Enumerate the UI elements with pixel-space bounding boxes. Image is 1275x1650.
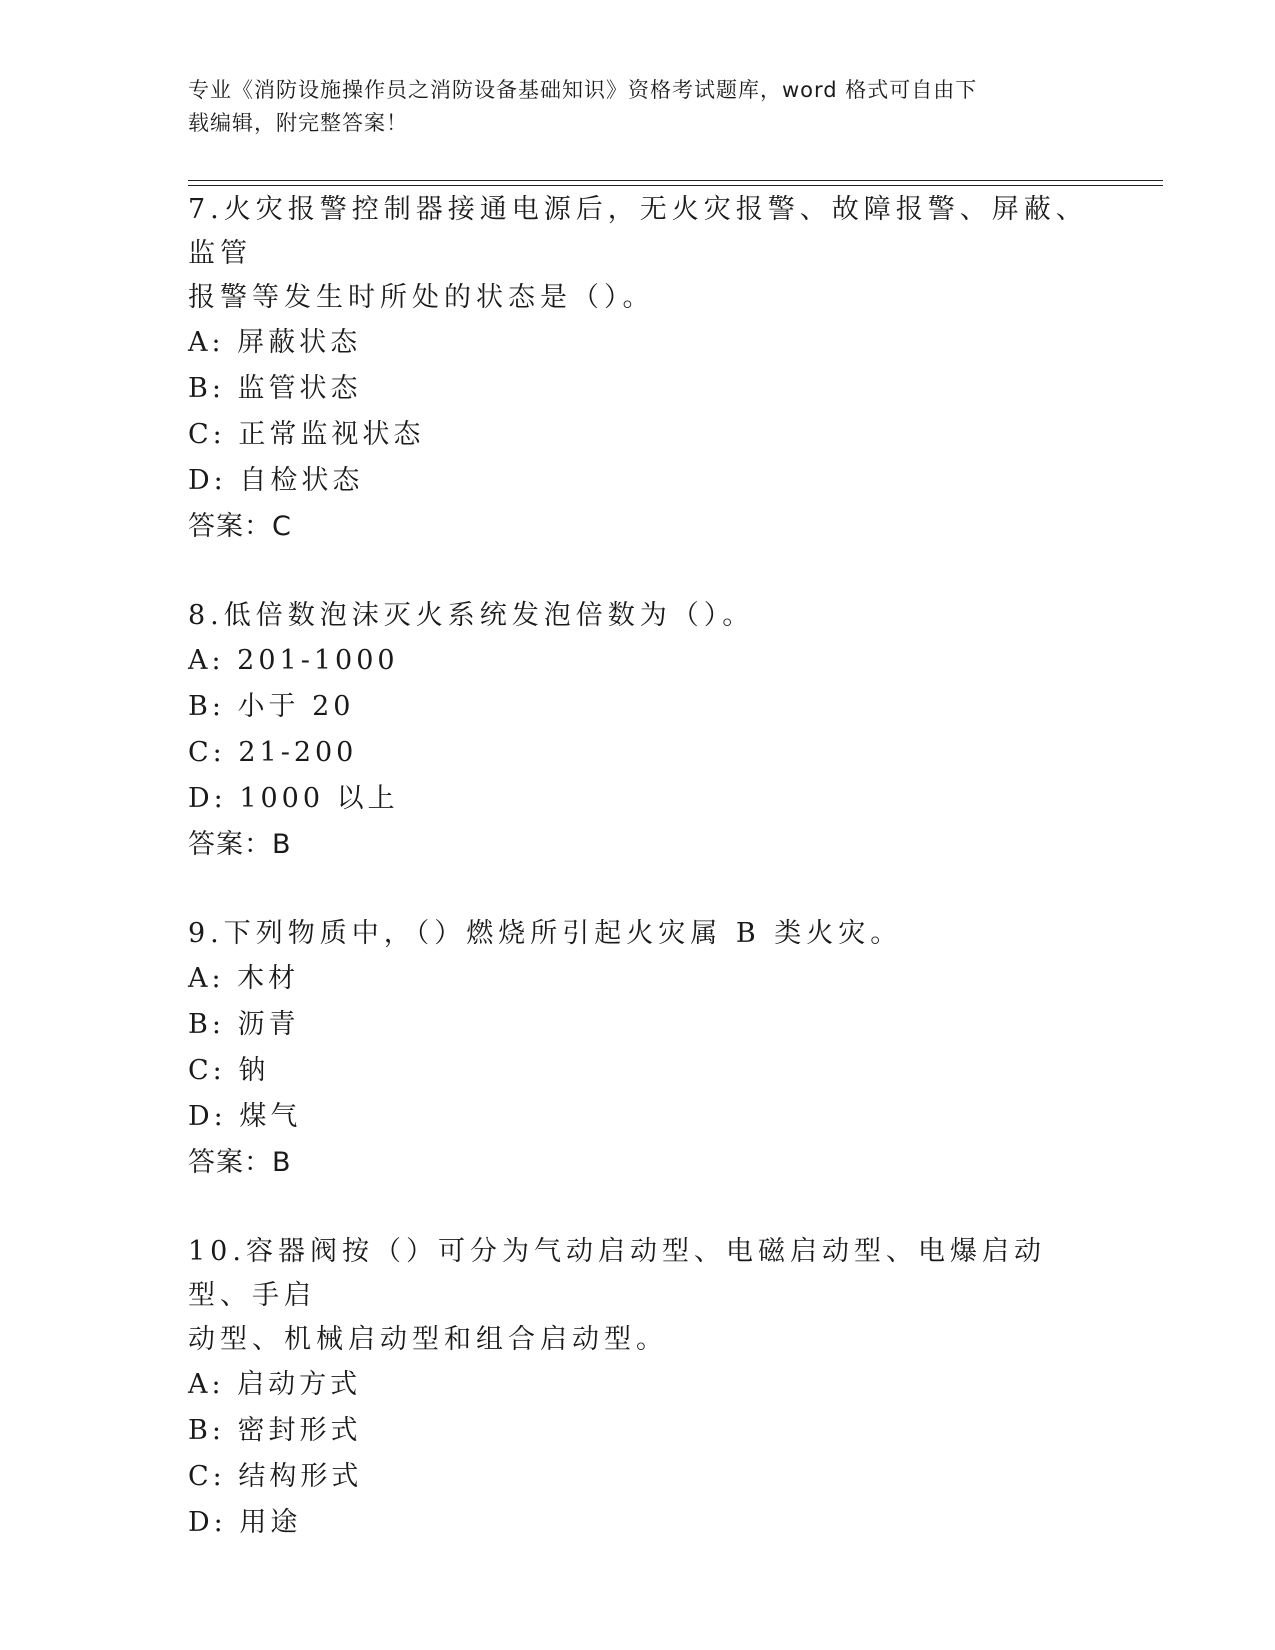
answer: 答案：B xyxy=(188,1147,292,1178)
option-a: A: 木材 xyxy=(188,963,300,994)
option-d: D: 煤气 xyxy=(188,1101,302,1132)
option-a: A: 启动方式 xyxy=(188,1369,362,1400)
question-text: 10.容器阀按（）可分为气动启动型、电磁启动型、电爆启动型、手启 xyxy=(188,1236,1046,1311)
option-b: B: 密封形式 xyxy=(188,1415,362,1446)
option-a: A: 201-1000 xyxy=(188,645,399,676)
question-text: 9.下列物质中，（）燃烧所引起火灾属 B 类火灾。 xyxy=(188,918,903,949)
header-divider-top xyxy=(188,180,1163,181)
option-c: C: 21-200 xyxy=(188,737,358,768)
option-c: C: 结构形式 xyxy=(188,1461,363,1492)
question-9 xyxy=(188,912,1088,1186)
header-divider-bottom xyxy=(188,185,1163,186)
header-line-2: 载编辑，附完整答案！ xyxy=(188,111,408,135)
option-c: C: 钠 xyxy=(188,1055,270,1086)
question-text: 7.火灾报警控制器接通电源后，无火灾报警、故障报警、屏蔽、监管 xyxy=(188,194,1088,269)
option-b: B: 小于 20 xyxy=(188,691,355,722)
option-a: A: 屏蔽状态 xyxy=(188,327,362,358)
option-d: D: 1000 以上 xyxy=(188,783,399,814)
answer: 答案：C xyxy=(188,511,292,542)
question-text-continued: 报警等发生时所处的状态是（）。 xyxy=(188,282,655,313)
option-b: B: 沥青 xyxy=(188,1009,300,1040)
question-list xyxy=(188,188,1088,1546)
option-c: C: 正常监视状态 xyxy=(188,419,425,450)
option-b: B: 监管状态 xyxy=(188,373,362,404)
document-header xyxy=(188,74,1088,140)
question-7 xyxy=(188,188,1088,550)
question-8 xyxy=(188,594,1088,868)
question-10 xyxy=(188,1230,1088,1546)
header-line-1: 专业《消防设施操作员之消防设备基础知识》资格考试题库，word 格式可自由下 xyxy=(188,78,978,102)
answer: 答案：B xyxy=(188,829,292,860)
option-d: D: 自检状态 xyxy=(188,465,364,496)
option-d: D: 用途 xyxy=(188,1507,302,1538)
question-text-continued: 动型、机械启动型和组合启动型。 xyxy=(188,1324,668,1355)
question-text: 8.低倍数泡沫灭火系统发泡倍数为（）。 xyxy=(188,600,755,631)
